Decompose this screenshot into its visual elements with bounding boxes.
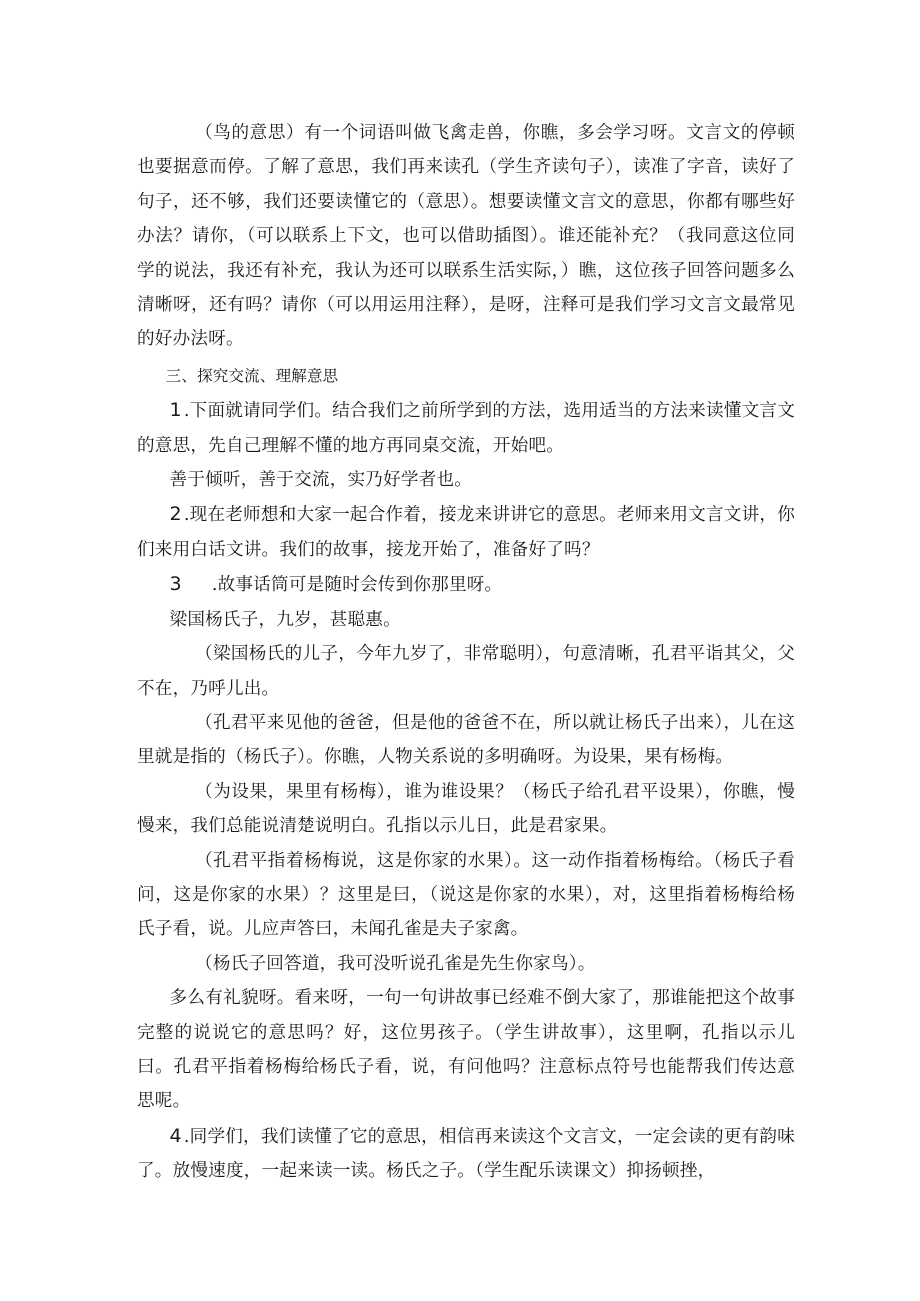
numbered-paragraph-3	[137, 567, 795, 602]
paragraph: （孔君平来见他的爸爸，但是他的爸爸不在，所以就让杨氏子出来），儿在这里就是指的（杨氏子）。你瞧，人物关系说的多明确呀。为设果，果有杨梅。	[137, 712, 795, 768]
paragraph-text: .现在老师想和大家一起合作着，接龙来讲讲它的意思。老师来用文言文讲，你们来用白话文讲。我们的故事，接龙开始了，准备好了吗？	[137, 505, 795, 560]
paragraph: （杨氏子回答道，我可没听说孔雀是先生你家鸟）。	[195, 953, 596, 974]
list-number: 2	[169, 503, 182, 526]
paragraph: （孔君平指着杨梅说，这是你家的水果）。这一动作指着杨梅给。（杨氏子看问，这是你家的水果）？这里是曰，（说这是你家的水果），对，这里指着杨梅给杨氏子看，说。儿应声答曰，未闻孔雀是夫子家禽。	[137, 850, 795, 940]
paragraph-text: .下面就请同学们。结合我们之前所学到的方法，选用适当的方法来读懂文言文的意思，先自己理解不懂的地方再同桌交流，开始吧。	[137, 401, 795, 456]
paragraph: （梁国杨氏的儿子，今年九岁了，非常聪明），句意清晰，孔君平诣其父，父不在，乃呼儿出。	[137, 644, 795, 699]
list-number: 3	[169, 573, 182, 596]
paragraph: （为设果，果里有杨梅），谁为谁设果？（杨氏子给孔君平设果），你瞧，慢慢来，我们总能说清楚说明白。孔指以示儿日，此是君家果。	[137, 781, 795, 837]
paragraph-text: .同学们，我们读懂了它的意思，相信再来读这个文言文，一定会读的更有韵味了。放慢速度，一起来读一读。杨氏之子。（学生配乐读课文）抑扬顿挫，	[137, 1126, 795, 1182]
paragraph: 多么有礼貌呀。看来呀，一句一句讲故事已经难不倒大家了，那谁能把这个故事完整的说说它的意思吗？好，这位男孩子。（学生讲故事），这里啊，孔指以示儿曰。孔君平指着杨梅给杨氏子看，说，有问他吗？注意标点符号也能帮我们传达意思呢。	[137, 988, 795, 1112]
numbered-paragraph-2	[137, 497, 795, 567]
paragraph: 善于倾听，善于交流，实乃好学者也。	[169, 470, 473, 491]
numbered-paragraph-1	[137, 393, 795, 463]
numbered-paragraph-4	[137, 1119, 795, 1189]
document-page	[137, 116, 795, 1189]
list-number: 4	[169, 1124, 182, 1147]
section-heading: 三、探究交流、理解意思	[165, 366, 339, 385]
list-number: 1	[169, 399, 182, 422]
paragraph-intro: （鸟的意思）有一个词语叫做飞禽走兽，你瞧，多会学习呀。文言文的停顿也要据意而停。了解了意思，我们再来读孔（学生齐读句子），读准了字音，读好了句子，还不够，我们还要读懂它的（意思）。想要读懂文言文的意思，你都有哪些好办法？请你，（可以联系上下文，也可以借助插图）。谁还能补充？（我同意这位同学的说法，我还有补充，我认为还可以联系生活实际，）瞧，这位孩子回答问题多么清晰呀，还有吗？请你（可以用运用注释），是呀，注释可是我们学习文言文最常见的好办法呀。	[137, 123, 795, 350]
paragraph-text: .故事话筒可是随时会传到你那里呀。	[211, 575, 503, 596]
classical-text-line: 梁国杨氏子，九岁，甚聪惠。	[169, 609, 401, 630]
